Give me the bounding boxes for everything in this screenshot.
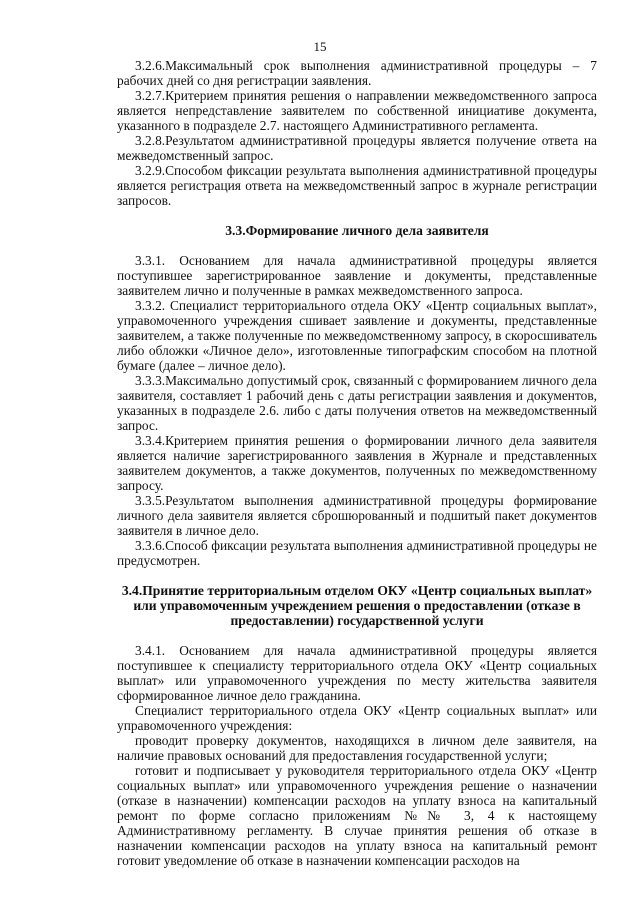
paragraph-specialist: Специалист территориального отдела ОКУ «Центр социальных выплат» или управомоченного учреждения: <box>117 703 597 733</box>
paragraph-3-2-9: 3.2.9.Способом фиксации результата выполнения административной процедуры является регистрация ответа на межведомственный запрос в журнале регистрации запросов. <box>117 163 597 208</box>
spacer <box>117 568 597 583</box>
document-body <box>117 58 597 868</box>
paragraph-prepare-decision: готовит и подписывает у руководителя территориального отдела ОКУ «Центр социальных выплат» или управомоченного учреждения решение о назначении (отказе в назначении) компенсации расходов на уплату взноса на капитальный ремонт по форме согласно приложениям №№ 3, 4 к настоящему Административному регламенту. В случае принятия решения об отказе в назначении компенсации расходов на уплату взноса на капитальный ремонт готовит уведомление об отказе в назначении компенсации расходов на <box>117 763 597 868</box>
spacer <box>117 628 597 643</box>
section-heading-3-3: 3.3.Формирование личного дела заявителя <box>225 223 489 238</box>
paragraph-3-4-1: 3.4.1. Основанием для начала административной процедуры является поступившее к специалисту территориального отдела ОКУ «Центр социальных выплат» или управомоченного учреждения по месту жительства заявителя сформированное личное дело гражданина. <box>117 643 597 703</box>
spacer <box>117 208 597 223</box>
paragraph-3-2-8: 3.2.8.Результатом административной процедуры является получение ответа на межведомственный запрос. <box>117 133 597 163</box>
paragraph-3-3-4: 3.3.4.Критерием принятия решения о формировании личного дела заявителя является наличие зарегистрированного заявления в Журнале и представленных заявителем документов, а также документов, полученных по межведомственному запросу. <box>117 433 597 493</box>
paragraph-3-3-2: 3.3.2. Специалист территориального отдела ОКУ «Центр социальных выплат», управомоченного учреждения сшивает заявление и документы, представленные заявителем, а также полученные по межведомственному запросу, в скоросшиватель либо обложки «Личное дело», изготовленные типографским способом на плотной бумаге (далее – личное дело). <box>117 298 597 373</box>
paragraph-3-3-1: 3.3.1. Основанием для начала административной процедуры является поступившее зарегистрированное заявление и документы, представленные заявителем лично и полученные в рамках межведомственного запроса. <box>117 253 597 298</box>
paragraph-3-2-7: 3.2.7.Критерием принятия решения о направлении межведомственного запроса является непредставление заявителем по собственной инициативе документа, указанного в подразделе 2.7. настоящего Административного регламента. <box>117 88 597 133</box>
spacer <box>117 238 597 253</box>
paragraph-3-3-3: 3.3.3.Максимально допустимый срок, связанный с формированием личного дела заявителя, составляет 1 рабочий день с даты регистрации заявления и документов, указанных в подразделе 2.6. либо с даты получения ответов на межведомственный запрос. <box>117 373 597 433</box>
paragraph-3-2-6: 3.2.6.Максимальный срок выполнения административной процедуры – 7 рабочих дней со дня регистрации заявления. <box>117 58 597 88</box>
paragraph-check-documents: проводит проверку документов, находящихся в личном деле заявителя, на наличие правовых оснований для предоставления государственной услуги; <box>117 733 597 763</box>
section-heading-3-4: 3.4.Принятие территориальным отделом ОКУ «Центр социальных выплат» или управомоченным учреждением решения о предоставлении (отказе в предоставлении) государственной услуги <box>121 583 593 628</box>
paragraph-3-3-6: 3.3.6.Способ фиксации результата выполнения административной процедуры не предусмотрен. <box>117 538 597 568</box>
paragraph-3-3-5: 3.3.5.Результатом выполнения административной процедуры формирование личного дела заявителя является сброшюрованный и подшитый пакет документов заявителя в личное дело. <box>117 493 597 538</box>
page-number: 15 <box>313 39 327 54</box>
